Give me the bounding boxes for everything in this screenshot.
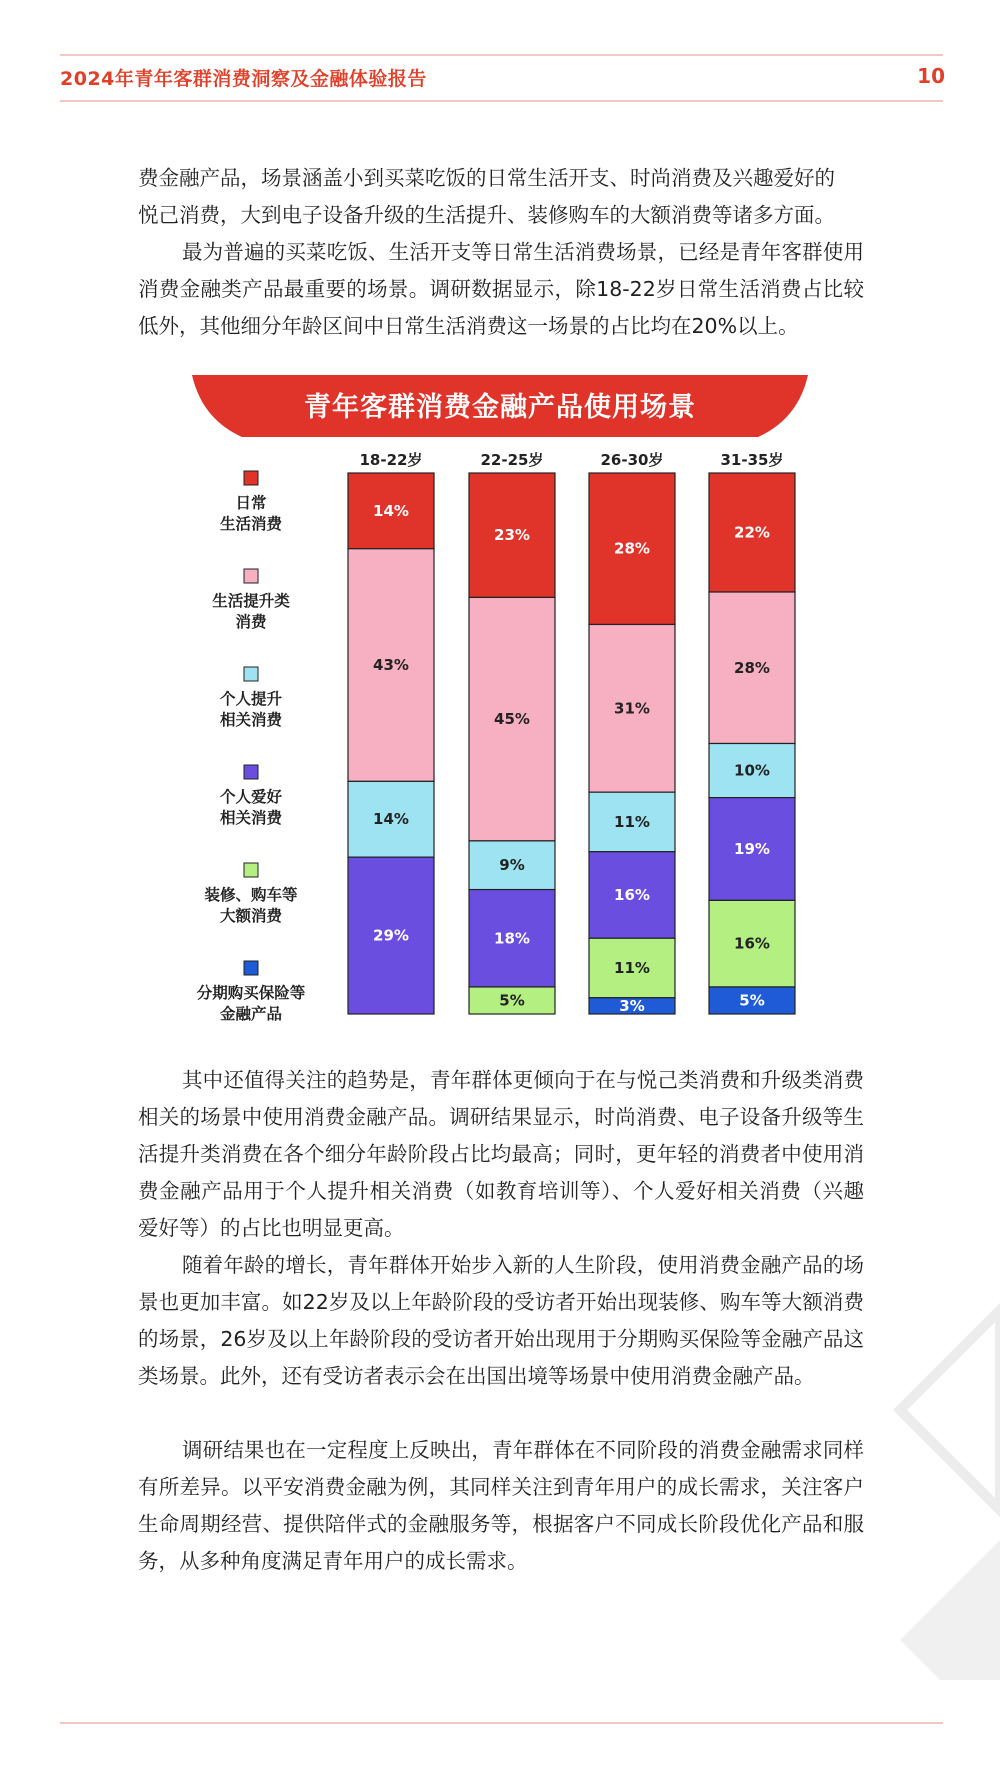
legend-label: 生活消费 xyxy=(219,515,283,533)
legend-swatch xyxy=(244,765,258,779)
footer-rule xyxy=(60,1722,943,1724)
paragraph-4-text: 随着年龄的增长，青年群体开始步入新的人生阶段，使用消费金融产品的场景也更加丰富。如22岁及以上年龄阶段的受访者开始出现装修、购车等大额消费的场景，26岁及以上年龄阶段的受访者开始出现用于分期购买保险等金融产品这类场景。此外，还有受访者表示会在出国出境等场景中使用消费金融产品。 xyxy=(138,1253,864,1388)
data-label: 9% xyxy=(499,856,525,875)
paragraph-5 xyxy=(138,1432,864,1580)
data-label: 28% xyxy=(734,658,770,677)
legend-label: 金融产品 xyxy=(219,1005,283,1023)
legend-swatch xyxy=(244,569,258,583)
legend-label: 相关消费 xyxy=(219,809,283,827)
data-label: 16% xyxy=(614,885,650,904)
data-label: 19% xyxy=(734,839,770,858)
category-label: 18-22岁 xyxy=(359,451,423,469)
legend-label: 大额消费 xyxy=(219,907,283,925)
data-label: 18% xyxy=(494,929,530,948)
paragraph-3 xyxy=(138,1062,864,1247)
category-label: 26-30岁 xyxy=(600,451,664,469)
paragraph-1-line-1: 费金融产品，场景涵盖小到买菜吃饭的日常生活开支、时尚消费及兴趣爱好的 xyxy=(138,166,835,190)
data-label: 45% xyxy=(494,710,530,729)
legend-swatch xyxy=(244,471,258,485)
legend-label: 相关消费 xyxy=(219,711,283,729)
data-label: 10% xyxy=(734,761,770,780)
data-label: 14% xyxy=(373,810,409,829)
legend-swatch xyxy=(244,667,258,681)
category-label: 22-25岁 xyxy=(480,451,544,469)
data-label: 29% xyxy=(373,926,409,945)
legend-label: 分期购买保险等 xyxy=(196,984,306,1002)
data-label: 22% xyxy=(734,523,770,542)
data-label: 16% xyxy=(734,934,770,953)
paragraph-5-text: 调研结果也在一定程度上反映出，青年群体在不同阶段的消费金融需求同样有所差异。以平安消费金融为例，其同样关注到青年用户的成长需求，关注客户生命周期经营、提供陪伴式的金融服务等，根据客户不同成长阶段优化产品和服务，从多种角度满足青年用户的成长需求。 xyxy=(138,1438,864,1573)
paragraph-3-text: 其中还值得关注的趋势是，青年群体更倾向于在与悦己类消费和升级类消费相关的场景中使用消费金融产品。调研结果显示，时尚消费、电子设备升级等生活提升类消费在各个细分年龄阶段占比均最高；同时，更年轻的消费者中使用消费金融产品用于个人提升相关消费（如教育培训等）、个人爱好相关消费（兴趣爱好等）的占比也明显更高。 xyxy=(138,1068,864,1240)
data-label: 28% xyxy=(614,539,650,558)
page-number: 10 xyxy=(917,64,945,88)
legend-label: 个人提升 xyxy=(219,690,283,708)
data-label: 3% xyxy=(619,996,645,1015)
category-label: 31-35岁 xyxy=(720,451,784,469)
legend-label: 消费 xyxy=(235,613,267,631)
paragraph-2-text: 最为普遍的买菜吃饭、生活开支等日常生活消费场景，已经是青年客群使用消费金融类产品最重要的场景。调研数据显示，除18-22岁日常生活消费占比较低外，其他细分年龄区间中日常生活消费这一场景的占比均在20%以上。 xyxy=(138,240,864,338)
data-label: 11% xyxy=(614,959,650,978)
data-label: 43% xyxy=(373,656,409,675)
legend-swatch xyxy=(244,961,258,975)
decorative-diamond-shapes xyxy=(880,1300,1000,1680)
legend-label: 个人爱好 xyxy=(219,788,283,806)
legend-label: 生活提升类 xyxy=(212,592,290,610)
paragraph-4 xyxy=(138,1247,864,1395)
data-label: 11% xyxy=(614,812,650,831)
paragraph-1-line-2: 悦己消费，大到电子设备升级的生活提升、装修购车的大额消费等诸多方面。 xyxy=(138,203,835,227)
data-label: 23% xyxy=(494,526,530,545)
report-title: 2024年青年客群消费洞察及金融体验报告 xyxy=(60,68,427,90)
chart-title: 青年客群消费金融产品使用场景 xyxy=(304,392,696,423)
legend-label: 日常 xyxy=(235,494,267,512)
data-label: 31% xyxy=(614,699,650,718)
data-label: 14% xyxy=(373,501,409,520)
legend-label: 装修、购车等 xyxy=(204,886,298,904)
data-label: 5% xyxy=(499,991,525,1010)
data-label: 5% xyxy=(739,991,765,1010)
legend-swatch xyxy=(244,863,258,877)
